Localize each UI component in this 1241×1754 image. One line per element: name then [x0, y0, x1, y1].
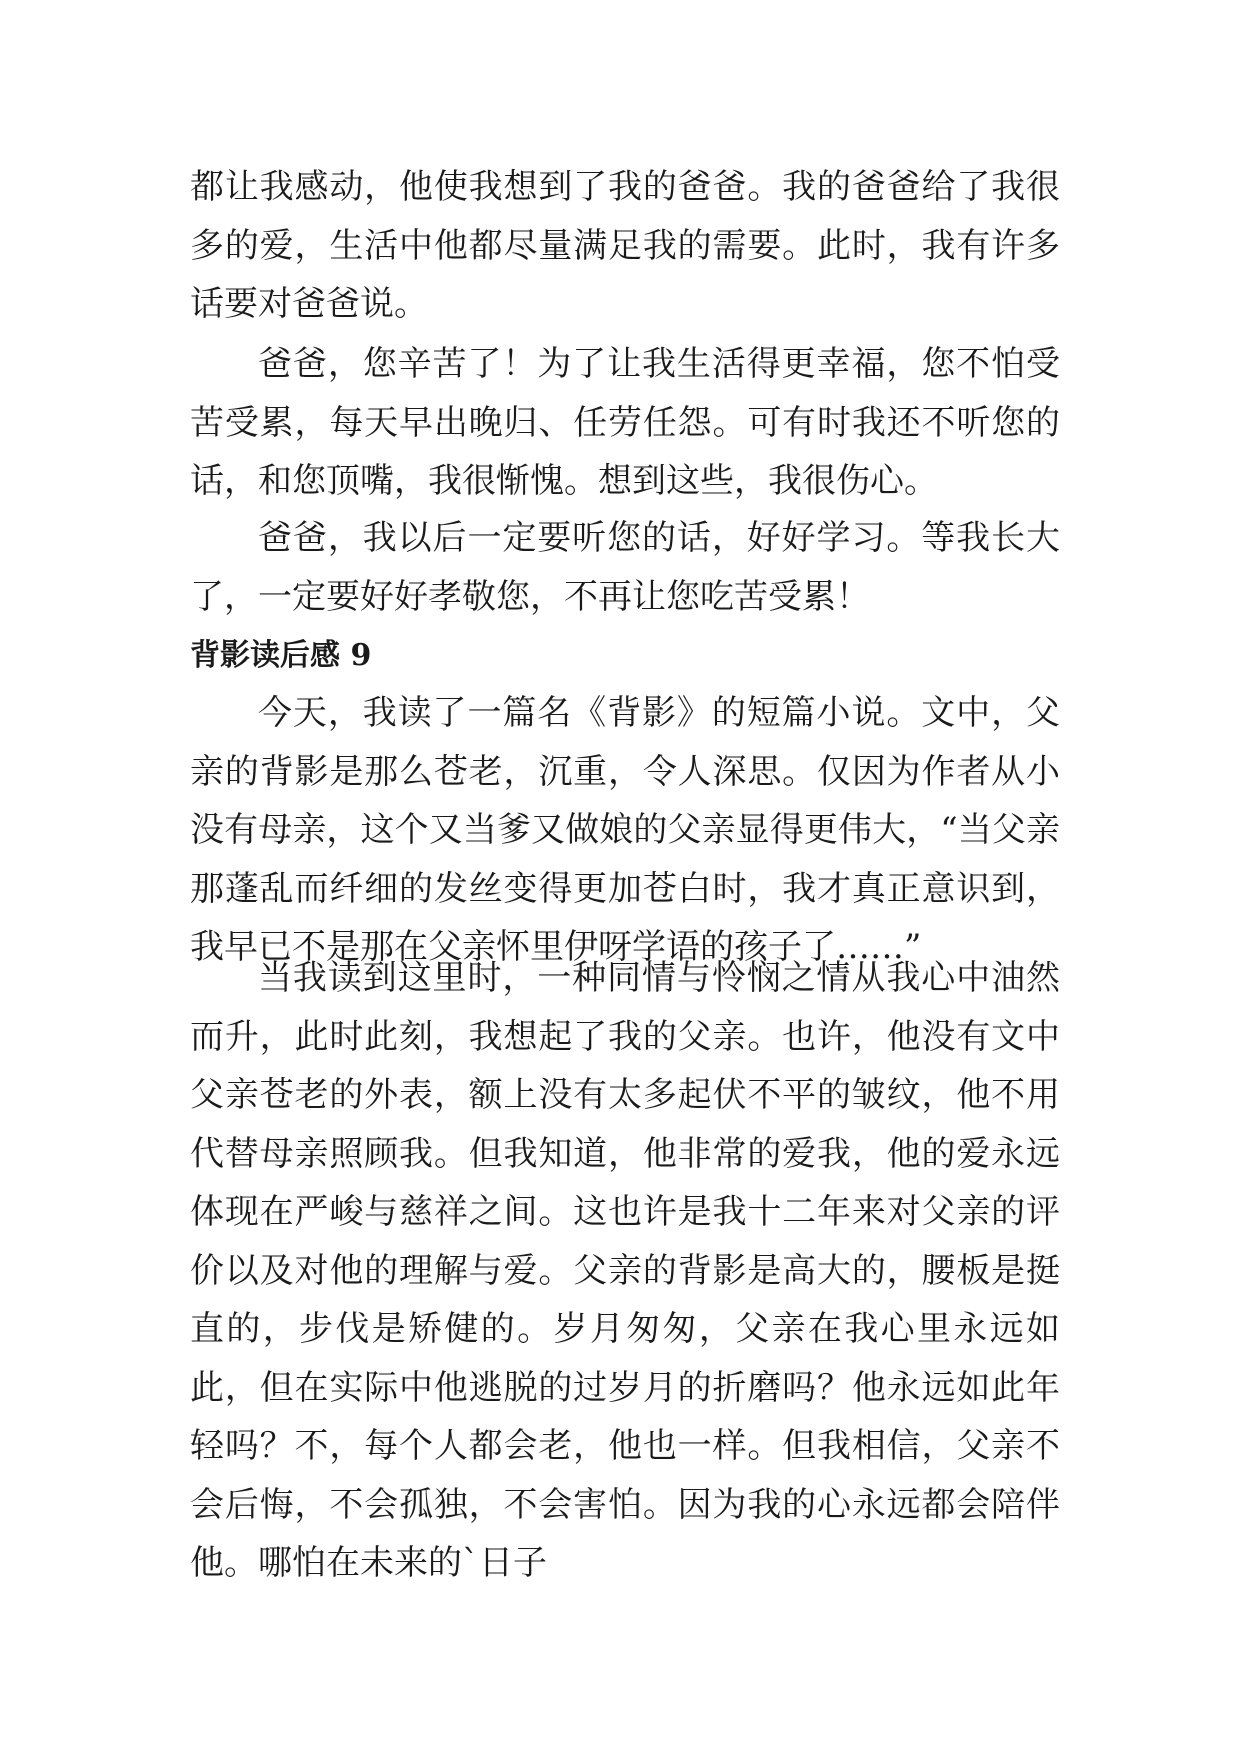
body-paragraph: 当我读到这里时，一种同情与怜悯之情从我心中油然而升，此时此刻，我想起了我的父亲。也许，他没有文中父亲苍老的外表，额上没有太多起伏不平的皱纹，他不用代替母亲照顾我。但我知道，他非常的爱我，他的爱永远体现在严峻与慈祥之间。这也许是我十二年来对父亲的评价以及对他的理解与爱。父亲的背影是高大的，腰板是挺直的，步伐是矫健的。岁月匆匆，父亲在我心里永远如此，但在实际中他逃脱的过岁月的折磨吗？他永远如此年轻吗？不，每个人都会老，他也一样。但我相信，父亲不会后悔，不会孤独，不会害怕。因为我的心永远都会陪伴他。哪怕在未来的`日子 — [190, 958, 1060, 1583]
body-paragraph: 爸爸，您辛苦了！为了让我生活得更幸福，您不怕受苦受累，每天早出晚归、任劳任怨。可有时我还不听您的话，和您顶嘴，我很惭愧。想到这些，我很伤心。 — [190, 344, 1060, 501]
body-paragraph: 今天，我读了一篇名《背影》的短篇小说。文中，父亲的背影是那么苍老，沉重，令人深思。仅因为作者从小没有母亲，这个又当爹又做娘的父亲显得更伟大，“当父亲那蓬乱而纤细的发丝变得更加苍白时，我才真正意识到，我早已不是那在父亲怀里伊呀学语的孩子了……” — [190, 693, 1060, 967]
section-heading: 背影读后感 9 — [190, 638, 372, 673]
body-paragraph: 爸爸，我以后一定要听您的话，好好学习。等我长大了，一定要好好孝敬您，不再让您吃苦受累！ — [190, 518, 1060, 617]
body-paragraph: 都让我感动，他使我想到了我的爸爸。我的爸爸给了我很多的爱，生活中他都尽量满足我的需要。此时，我有许多话要对爸爸说。 — [190, 167, 1060, 324]
